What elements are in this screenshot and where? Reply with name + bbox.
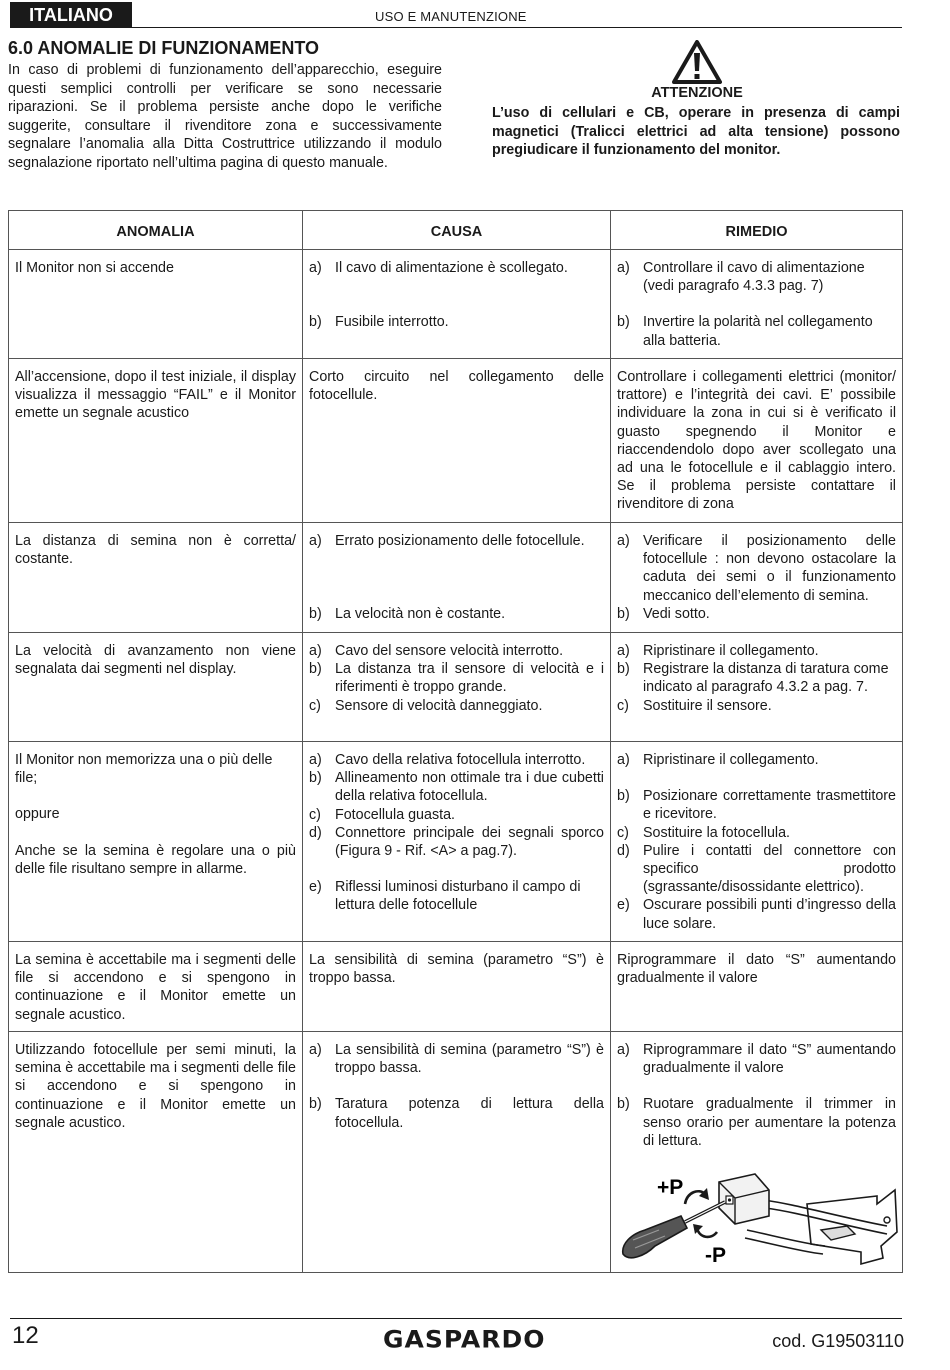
anomalia-cell: La semina è accettabile ma i segmenti delle file si accendono e si spengono in continuazione e il Monitor emette un segnale acustico. [15, 952, 296, 1023]
page-number: 12 [12, 1322, 39, 1349]
rimedio-cell: a) Ripristinare il collegamento. b) Registrare la distanza di taratura come indicato al paragrafo 4.3.2 a pag. 7. c) Sostituire il sensore. [617, 643, 889, 714]
table-row [9, 742, 903, 942]
causa-cell: a) Errato posizionamento delle fotocellule. b) La velocità non è costante. [309, 533, 585, 623]
intro-paragraph: In caso di problemi di funzionamento dell’apparecchio, eseguire questi semplici controlli per verificare se sono necessarie riparazioni. Se il problema persiste anche dopo le verifiche suggerite, consultare il rivenditore zona e successivamente segnalare l’anomalia alla Ditta Costruttrice utilizzando il modulo segnalazione riportato nell’ultima pagina di questo manuale. [8, 62, 442, 171]
screwdriver-shape [623, 1216, 687, 1258]
anomalia-cell: Utilizzando fotocellule per semi minuti, la semina è accettabile ma i segmenti delle file si accendono e si spengono in continuazione e il Monitor emette un segnale acustico. [15, 1042, 296, 1131]
anomalia-cell: La distanza di semina non è corretta/ costante. [15, 533, 296, 568]
rimedio-cell: Controllare i collegamenti elettrici (monitor/ trattore) e l’integrità dei cavi. E’ possibile individuare la zona in cui si è verificato il guasto spegnendo il Monitor e riaccendendolo dopo aver scollegato una ad una le fotocellule e il cablaggio intero. Se il problema persiste contattare il rivenditore di zona [617, 369, 896, 513]
rotate-counterclockwise-arrow-icon [697, 1228, 717, 1237]
trimmer-adjustment-illustration [615, 1160, 899, 1272]
rimedio-cell: a) Verificare il posizionamento delle fotocellule : non devono ostacolare la caduta dei semi o il funzionamento meccanico dell’elemento di semina. b) Vedi sotto. [617, 533, 896, 622]
warning-title: ATTENZIONE [651, 85, 743, 101]
header-rule [10, 27, 902, 28]
causa-cell: a) Il cavo di alimentazione è scollegato. b) Fusibile interrotto. [309, 260, 568, 331]
table-row [9, 359, 903, 523]
causa-cell: a) Cavo della relativa fotocellula interrotto. b) Allineamento non ottimale tra i due cubetti della relativa fotocellula. c) Fotocellula guasta. d) Connettore principale dei segnali sporco (Figura 9 - Rif. <A> a pag.7). e) Riflessi luminosi disturbano il campo di lettura delle fotocellule [309, 752, 604, 914]
plus-p-label: +P [657, 1176, 684, 1200]
header-anomalia: ANOMALIA [9, 211, 303, 250]
minus-p-label: -P [705, 1244, 726, 1268]
rimedio-cell: a) Ripristinare il collegamento. b) Posizionare correttamente trasmettitore e ricevitore. c) Sostituire la fotocellula. d) Pulire i contatti del connettore con specifico prodotto (sgrassante/disossidante elettrico). e) Oscurare possibili punti d’ingresso della luce solare. [617, 752, 896, 932]
anomalia-cell: All’accensione, dopo il test iniziale, il display visualizza il messaggio “FAIL” e il Monitor emette un segnale acustico [15, 369, 296, 422]
causa-cell: a) La sensibilità di semina (parametro “S”) è troppo bassa. b) Taratura potenza di lettura della fotocellula. [309, 1042, 604, 1131]
anomalia-cell: La velocità di avanzamento non viene segnalata dai segmenti nel display. [15, 643, 296, 678]
section-header: USO E MANUTENZIONE [375, 9, 527, 24]
rimedio-cell: a) Controllare il cavo di alimentazione (vedi paragrafo 4.3.3 pag. 7) b) Invertire la polarità nel collegamento alla batteria. [617, 260, 873, 349]
causa-cell: a) Cavo del sensore velocità interrotto. b) La distanza tra il sensore di velocità e i riferimenti è troppo grande. c) Sensore di velocità danneggiato. [309, 643, 604, 714]
anomalia-cell: Il Monitor non memorizza una o più delle file; oppure Anche se la semina è regolare una o più delle file risultano sempre in allarme. [15, 752, 296, 877]
warning-text: L’uso di cellulari e CB, operare in presenza di campi magnetici (Tralicci elettrici ad alta tensione) possono pregiudicare il funzionamento del monitor. [492, 105, 900, 158]
table-row [9, 633, 903, 742]
table-row [9, 942, 903, 1032]
brand-logo: GASPARDO [383, 1325, 546, 1354]
header-causa: CAUSA [303, 211, 611, 250]
rimedio-cell: a) Riprogrammare il dato “S” aumentando gradualmente il valore b) Ruotare gradualmente il trimmer in senso orario per aumentare la potenza di lettura. +P -P [611, 1032, 902, 1272]
document-code: cod. G19503110 [772, 1331, 904, 1351]
anomalies-table [8, 210, 903, 1273]
causa-cell: La sensibilità di semina (parametro “S”) è troppo bassa. [309, 952, 604, 987]
table-row [9, 250, 903, 359]
table-row [9, 523, 903, 633]
causa-cell: Corto circuito nel collegamento delle fotocellule. [309, 369, 604, 404]
anomalia-cell: Il Monitor non si accende [15, 260, 174, 276]
header-rimedio: RIMEDIO [611, 211, 903, 250]
rimedio-cell: Riprogrammare il dato “S” aumentando gradualmente il valore [617, 952, 896, 987]
page-title: 6.0 ANOMALIE DI FUNZIONAMENTO [8, 38, 320, 58]
table-header-row [9, 211, 903, 250]
language-tab: ITALIANO [10, 2, 132, 28]
table-row [9, 1032, 903, 1273]
footer-rule [10, 1318, 902, 1319]
warning-triangle-icon [672, 40, 722, 84]
